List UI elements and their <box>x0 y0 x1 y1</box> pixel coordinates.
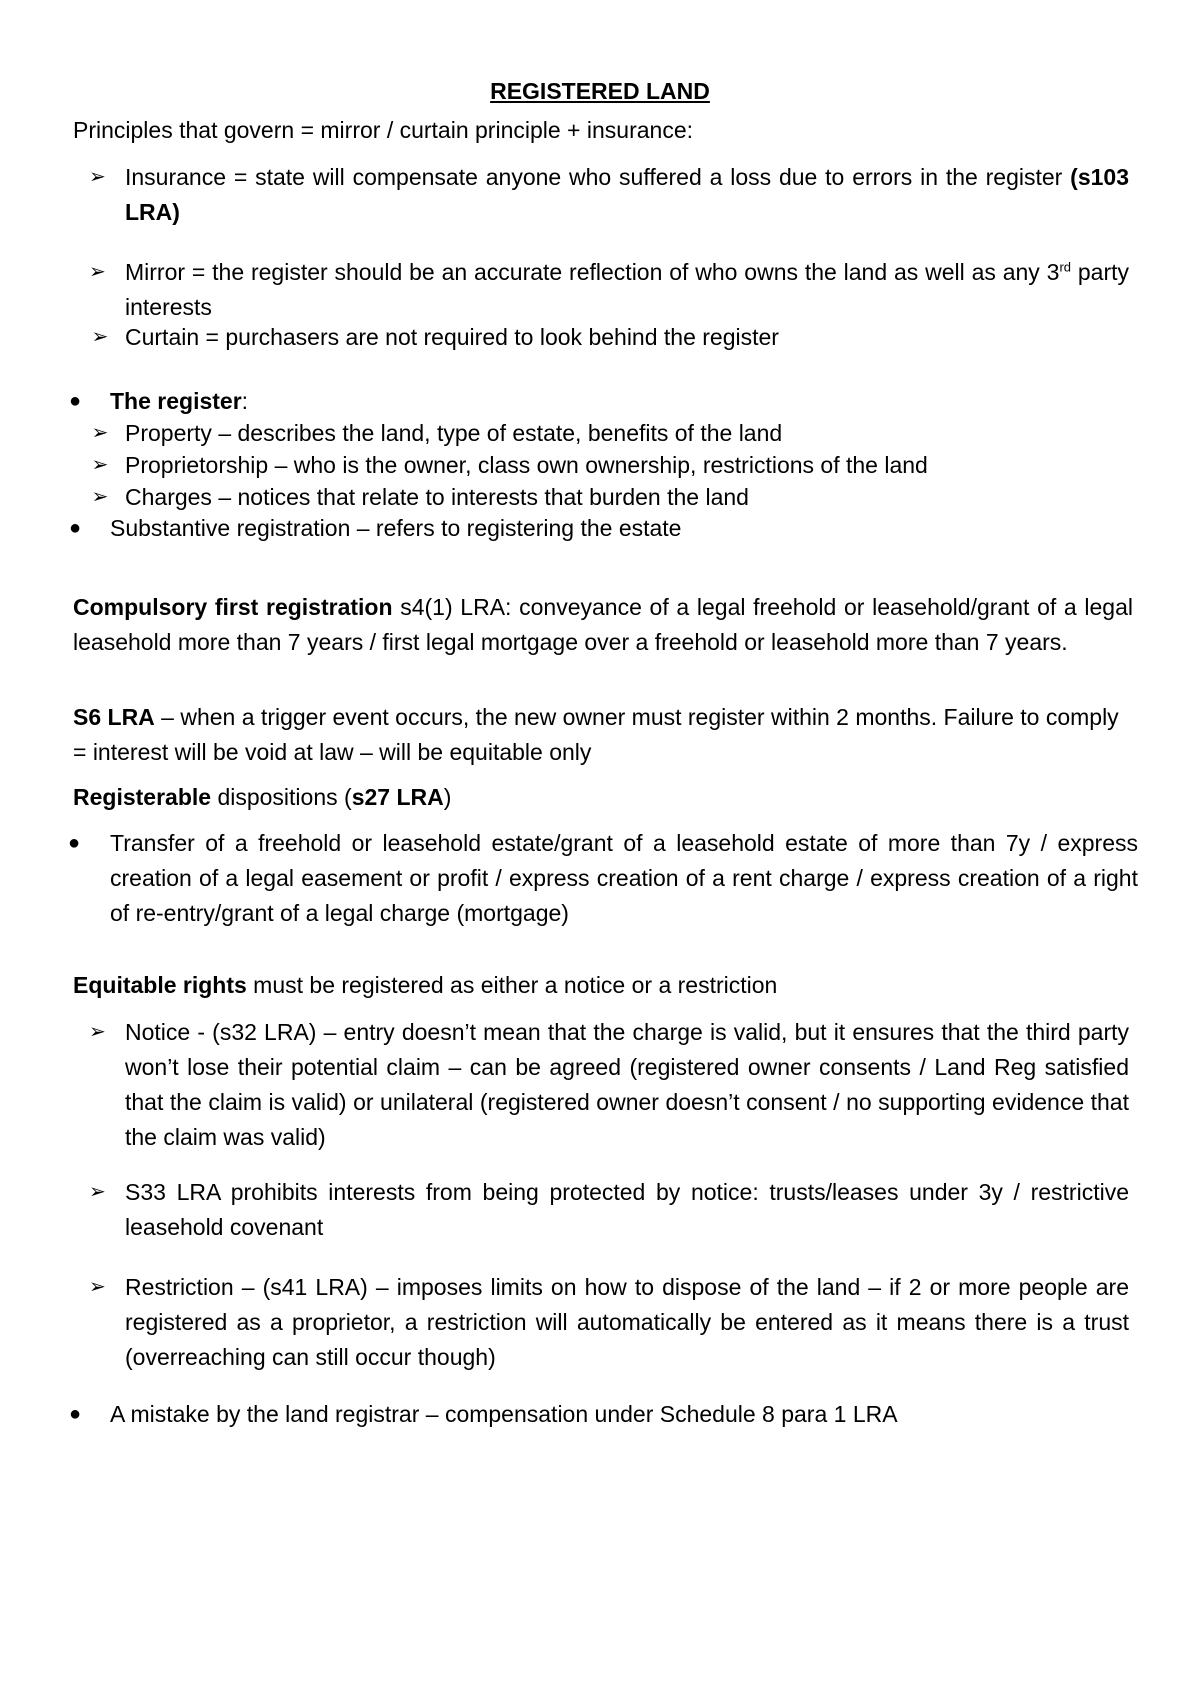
registerable-dispositions-heading: Registerable dispositions (s27 LRA) <box>73 784 452 810</box>
s6-paragraph: S6 LRA – when a trigger event occurs, the new owner must register within 2 months. Failure to comply = interest will be void at law – will be equitable only <box>73 704 1119 765</box>
principle-insurance-text: Insurance = state will compensate anyone who suffered a loss due to errors in the register (s103 LRA) <box>125 164 1129 225</box>
principle-insurance <box>89 160 1129 230</box>
registerable-dispositions-item: ● Transfer of a freehold or leasehold estate/grant of a leasehold estate of more than 7y / express creation of a legal easement or profit / express creation of a rent charge / express creation of a right of re-entry/grant of a legal charge (mortgage) <box>68 826 1138 931</box>
intro-text: Principles that govern = mirror / curtain principle + insurance: <box>73 117 694 143</box>
arrow-bullet-icon: ➢ <box>91 422 109 444</box>
register-item-proprietorship: ➢ Proprietorship – who is the owner, class own ownership, restrictions of the land <box>89 448 1129 483</box>
bullet-icon: ● <box>68 1403 82 1425</box>
arrow-bullet-icon: ➢ <box>89 1021 106 1043</box>
arrow-bullet-icon: ➢ <box>89 1276 106 1298</box>
page-title: REGISTERED LAND <box>490 78 710 104</box>
arrow-bullet-icon: ➢ <box>89 1181 106 1203</box>
bullet-icon: ● <box>68 517 82 539</box>
arrow-bullet-icon: ➢ <box>91 326 109 348</box>
bullet-icon: ● <box>68 832 81 854</box>
equitable-item-notice: ➢ Notice - (s32 LRA) – entry doesn’t mean that the charge is valid, but it ensures that the third party won’t lose their potential claim – can be agreed (registered owner consents / Land Reg satisfied that the claim is valid) or unilateral (registered owner doesn’t consent / no supporting evidence that the claim was valid) <box>89 1015 1129 1155</box>
arrow-bullet-icon: ➢ <box>89 166 106 188</box>
principle-mirror-text: Mirror = the register should be an accurate reflection of who owns the land as well as any 3rd party interests <box>125 259 1129 320</box>
substantive-registration-item: ● Substantive registration – refers to registering the estate <box>68 511 1138 546</box>
mistake-item: ● A mistake by the land registrar – compensation under Schedule 8 para 1 LRA <box>68 1397 1138 1432</box>
arrow-bullet-icon: ➢ <box>91 486 109 508</box>
equitable-item-restriction: ➢ Restriction – (s41 LRA) – imposes limits on how to dispose of the land – if 2 or more people are registered as a proprietor, a restriction will automatically be entered as it means there is a trust (overreaching can still occur though) <box>89 1270 1129 1375</box>
register-heading: The register <box>110 388 242 414</box>
equitable-item-s33: ➢ S33 LRA prohibits interests from being protected by notice: trusts/leases under 3y / restrictive leasehold covenant <box>89 1175 1129 1245</box>
principle-curtain-text: Curtain = purchasers are not required to look behind the register <box>125 324 779 350</box>
bullet-icon: ● <box>68 390 82 412</box>
register-item-charges: ➢ Charges – notices that relate to interests that burden the land <box>89 480 1129 515</box>
arrow-bullet-icon: ➢ <box>91 454 109 476</box>
principle-curtain <box>89 320 1129 355</box>
register-heading-item: ● The register: <box>68 384 1138 419</box>
compulsory-registration-paragraph: Compulsory first registration s4(1) LRA: conveyance of a legal freehold or leasehold/grant of a legal leasehold more than 7 years / first legal mortgage over a freehold or leasehold more than 7 years. <box>73 594 1134 655</box>
arrow-bullet-icon: ➢ <box>89 261 106 283</box>
intro-line <box>73 113 1133 148</box>
equitable-rights-paragraph: Equitable rights must be registered as either a notice or a restriction <box>73 972 778 998</box>
principle-mirror <box>89 255 1129 325</box>
register-item-property: ➢ Property – describes the land, type of estate, benefits of the land <box>89 416 1129 451</box>
